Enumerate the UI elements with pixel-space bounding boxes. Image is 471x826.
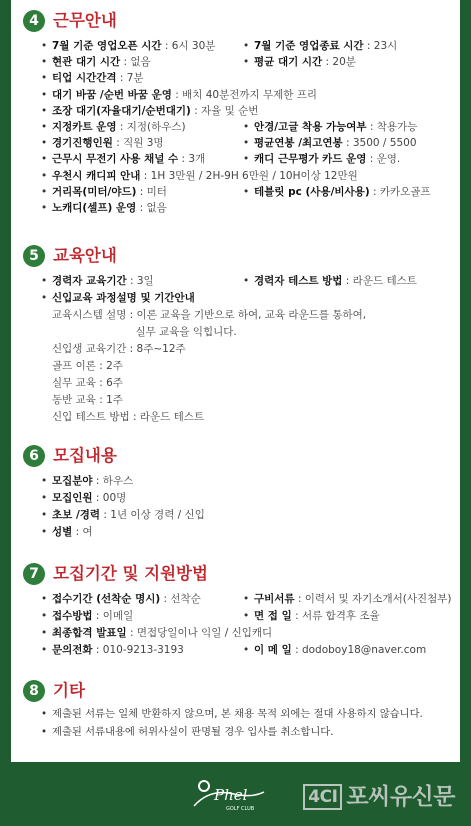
info-item xyxy=(243,273,417,290)
info-row xyxy=(41,151,451,168)
info-item xyxy=(243,54,356,71)
education-detail-line: 실무 교육 : 6주 xyxy=(52,377,123,389)
bullet-marker: • xyxy=(243,593,250,605)
info-item xyxy=(41,591,201,608)
brand-box: 4CI xyxy=(303,784,342,810)
section-number-badge: 4 xyxy=(23,10,45,32)
info-label: 평균 대기 시간 xyxy=(254,56,323,69)
info-row xyxy=(41,591,451,608)
info-item xyxy=(243,184,431,201)
bullet-marker: • xyxy=(41,72,48,85)
section-number-badge: 6 xyxy=(23,445,45,467)
bullet-marker: • xyxy=(41,726,48,738)
info-label: 7월 기준 영업종료 시간 xyxy=(254,40,364,52)
info-label: 현관 대기 시간 xyxy=(52,56,121,69)
info-label: 신입교육 과정설명 및 기간안내 xyxy=(52,292,195,304)
brand-text: 포씨유신문 xyxy=(346,784,455,810)
bullet-marker: • xyxy=(41,88,48,101)
info-row xyxy=(41,507,451,524)
info-label: 이 메 일 xyxy=(254,644,292,656)
info-item xyxy=(41,184,167,201)
info-item xyxy=(41,151,205,168)
education-detail-line: 신입 테스트 방법 : 라운드 테스트 xyxy=(52,411,205,423)
info-row xyxy=(41,273,451,290)
info-label: 면 접 일 xyxy=(254,610,292,622)
section-title: 근무안내 xyxy=(53,11,117,30)
info-value: : 지정(하우스) xyxy=(116,121,186,133)
info-value: : 배치 40분전까지 무제한 프리 xyxy=(171,88,318,101)
info-value: : 010-9213-3193 xyxy=(92,644,184,656)
bullet-marker: • xyxy=(243,56,250,69)
section-other xyxy=(11,680,460,750)
info-label: 문의전화 xyxy=(52,644,93,656)
info-value: : 직원 3명 xyxy=(112,137,164,150)
bullet-marker: • xyxy=(41,610,48,622)
info-value: : 3500 / 5500 xyxy=(342,137,417,150)
section-number-badge: 8 xyxy=(23,680,45,702)
bullet-marker: • xyxy=(41,202,48,214)
info-value: : dodoboy18@naver.com xyxy=(291,644,427,656)
info-value: : 3일 xyxy=(126,275,154,287)
info-row xyxy=(41,184,451,201)
bullet-marker: • xyxy=(41,492,48,504)
info-row xyxy=(41,524,451,541)
info-label: 캐디 근무평가 카드 운영 xyxy=(254,153,367,166)
info-row xyxy=(41,200,451,217)
info-value: : 23시 xyxy=(363,40,398,52)
bullet-marker: • xyxy=(41,627,48,639)
info-row xyxy=(41,608,451,625)
info-label: 접수방법 xyxy=(52,610,93,622)
info-value: : 없음 xyxy=(136,202,167,214)
footer xyxy=(0,762,471,826)
info-row xyxy=(41,119,451,136)
info-item xyxy=(41,119,186,136)
info-row xyxy=(41,490,451,507)
info-item xyxy=(243,119,417,136)
info-value: : 면접당일이나 익일 / 신입캐디 xyxy=(126,627,273,639)
bullet-marker: • xyxy=(243,40,250,52)
info-item xyxy=(243,591,452,608)
education-detail-line: 동반 교육 : 1주 xyxy=(52,394,123,406)
info-row xyxy=(41,103,451,120)
club-logo xyxy=(190,776,268,816)
section-number-badge: 7 xyxy=(23,563,45,585)
info-value: : 20분 xyxy=(322,56,356,69)
info-label: 거리목(미터/야드) xyxy=(52,185,137,198)
info-label: 경기진행인원 xyxy=(52,137,113,150)
info-label: 7월 기준 영업오픈 시간 xyxy=(52,40,162,52)
info-item xyxy=(41,87,317,104)
bullet-marker: • xyxy=(41,169,48,182)
section-title: 모집기간 및 지원방법 xyxy=(53,564,208,583)
note-item xyxy=(41,724,334,741)
info-label: 조장 대기(자율대기/순번대기) xyxy=(52,104,191,117)
bullet-marker: • xyxy=(41,509,48,521)
info-item xyxy=(41,38,215,55)
info-row xyxy=(41,473,451,490)
info-item xyxy=(41,200,167,217)
bullet-marker: • xyxy=(41,185,48,198)
info-value: : 자율 및 순번 xyxy=(190,104,259,117)
bullet-marker: • xyxy=(41,137,48,150)
bullet-marker: • xyxy=(41,275,48,287)
info-label: 평균연봉 /최고연봉 xyxy=(254,137,343,150)
info-label: 우천시 캐디피 안내 xyxy=(52,169,141,182)
bullet-marker: • xyxy=(243,185,250,198)
logo-subtext: GOLF CLUB xyxy=(226,806,255,812)
bullet-marker: • xyxy=(41,153,48,166)
section-title: 모집내용 xyxy=(53,446,117,465)
info-item xyxy=(243,608,380,625)
bullet-marker: • xyxy=(41,708,48,720)
info-label: 경력자 테스트 방법 xyxy=(254,275,343,287)
info-row xyxy=(41,168,451,185)
info-value: : 하우스 xyxy=(92,475,134,487)
info-label: 모집분야 xyxy=(52,475,93,487)
info-value: : 3개 xyxy=(178,153,206,166)
education-detail-line: 골프 이론 : 2주 xyxy=(52,360,123,372)
info-label: 노캐디(셀프) 운영 xyxy=(52,202,137,214)
info-value: : 1년 이상 경력 / 신입 xyxy=(100,509,205,521)
info-label: 모집인원 xyxy=(52,492,93,504)
section-number-badge: 5 xyxy=(23,245,45,267)
info-value: : 이메일 xyxy=(92,610,134,622)
info-row xyxy=(41,642,451,659)
info-row xyxy=(41,38,451,55)
info-item xyxy=(41,168,358,185)
info-label: 최종합격 발표일 xyxy=(52,627,127,639)
info-label: 지정카트 운영 xyxy=(52,121,117,133)
bullet-marker: • xyxy=(41,593,48,605)
note-text: 제출된 서류는 일체 반환하지 않으며, 본 채용 목적 외에는 절대 사용하지 않습니다. xyxy=(52,708,423,720)
info-row xyxy=(41,70,451,87)
education-detail-line: 교육시스템 설명 : 이론 교육을 기반으로 하여, 교육 라운드를 통하여, xyxy=(52,309,367,321)
info-value: : 카카오골프 xyxy=(369,185,431,198)
bullet-marker: • xyxy=(41,40,48,52)
brand-watermark xyxy=(303,778,455,811)
bullet-marker: • xyxy=(41,475,48,487)
info-value: : 이력서 및 자기소개서(사진첨부) xyxy=(294,593,452,605)
info-value: : 미터 xyxy=(136,185,167,198)
info-row xyxy=(41,87,451,104)
bullet-marker: • xyxy=(41,644,48,656)
education-detail-line: 실무 교육을 익힙니다. xyxy=(52,326,237,338)
info-value: : 00명 xyxy=(92,492,127,504)
info-item xyxy=(41,608,133,625)
bullet-marker: • xyxy=(41,56,48,69)
info-label: 구비서류 xyxy=(254,593,295,605)
club-logo-icon xyxy=(190,776,268,816)
info-value: : 선착순 xyxy=(160,593,201,605)
info-row xyxy=(41,135,451,152)
info-value: : 운영. xyxy=(366,153,401,166)
info-label: 대기 바꿈 /순번 바꿈 운영 xyxy=(52,88,172,101)
info-item xyxy=(243,38,397,55)
info-item xyxy=(41,473,133,490)
bullet-marker: • xyxy=(41,121,48,133)
bullet-marker: • xyxy=(243,275,250,287)
info-item xyxy=(41,490,126,507)
section-title: 기타 xyxy=(53,681,85,700)
bullet-marker: • xyxy=(243,153,250,166)
info-item xyxy=(41,273,154,290)
info-item xyxy=(41,625,272,642)
content-panel xyxy=(11,0,460,762)
info-value: : 여 xyxy=(72,526,93,538)
info-label: 초보 /경력 xyxy=(52,509,101,521)
info-row xyxy=(41,290,451,307)
bullet-marker: • xyxy=(243,610,250,622)
education-detail-line: 신입생 교육기간 : 8주~12주 xyxy=(52,343,186,355)
info-label: 접수기간 (선착순 명시) xyxy=(52,593,161,605)
bullet-marker: • xyxy=(243,644,250,656)
bullet-marker: • xyxy=(41,104,48,117)
info-item xyxy=(41,507,205,524)
bullet-marker: • xyxy=(243,137,250,150)
info-row xyxy=(41,625,451,642)
section-education-info xyxy=(11,245,460,430)
info-value: : 서류 합격후 조율 xyxy=(291,610,380,622)
info-item xyxy=(41,135,164,152)
info-value: : 1H 3만원 / 2H-9H 6만원 / 10H이상 12만원 xyxy=(140,169,358,182)
bullet-marker: • xyxy=(41,526,48,538)
info-label: 경력자 교육기간 xyxy=(52,275,127,287)
logo-text: Phel xyxy=(214,786,248,804)
info-item xyxy=(41,642,184,659)
info-value: : 없음 xyxy=(120,56,151,69)
info-item xyxy=(41,524,93,541)
note-text: 제출된 서류내용에 허위사실이 판명될 경우 입사를 취소합니다. xyxy=(52,726,334,738)
section-application-method xyxy=(11,563,460,663)
info-item xyxy=(243,642,426,659)
note-item xyxy=(41,706,423,723)
info-row xyxy=(41,54,451,71)
bullet-marker: • xyxy=(41,292,48,304)
info-item xyxy=(243,135,417,152)
info-value: : 착용가능 xyxy=(366,121,418,133)
section-recruitment-details xyxy=(11,445,460,545)
info-value: : 6시 30분 xyxy=(161,40,216,52)
info-value: : 7분 xyxy=(116,72,144,85)
section-work-info xyxy=(11,10,460,220)
info-label: 티업 시간간격 xyxy=(52,72,117,85)
info-item xyxy=(41,103,258,120)
info-item xyxy=(41,290,195,307)
info-label: 안경/고글 착용 가능여부 xyxy=(254,121,367,133)
info-value: : 라운드 테스트 xyxy=(342,275,417,287)
section-title: 교육안내 xyxy=(53,246,117,265)
info-item xyxy=(41,54,151,71)
bullet-marker: • xyxy=(243,121,250,133)
info-label: 성별 xyxy=(52,526,73,538)
info-label: 테블릿 pc (사용/비사용) xyxy=(254,185,370,198)
info-label: 근무시 무전기 사용 채널 수 xyxy=(52,153,179,166)
info-item xyxy=(243,151,400,168)
info-item xyxy=(41,70,144,87)
